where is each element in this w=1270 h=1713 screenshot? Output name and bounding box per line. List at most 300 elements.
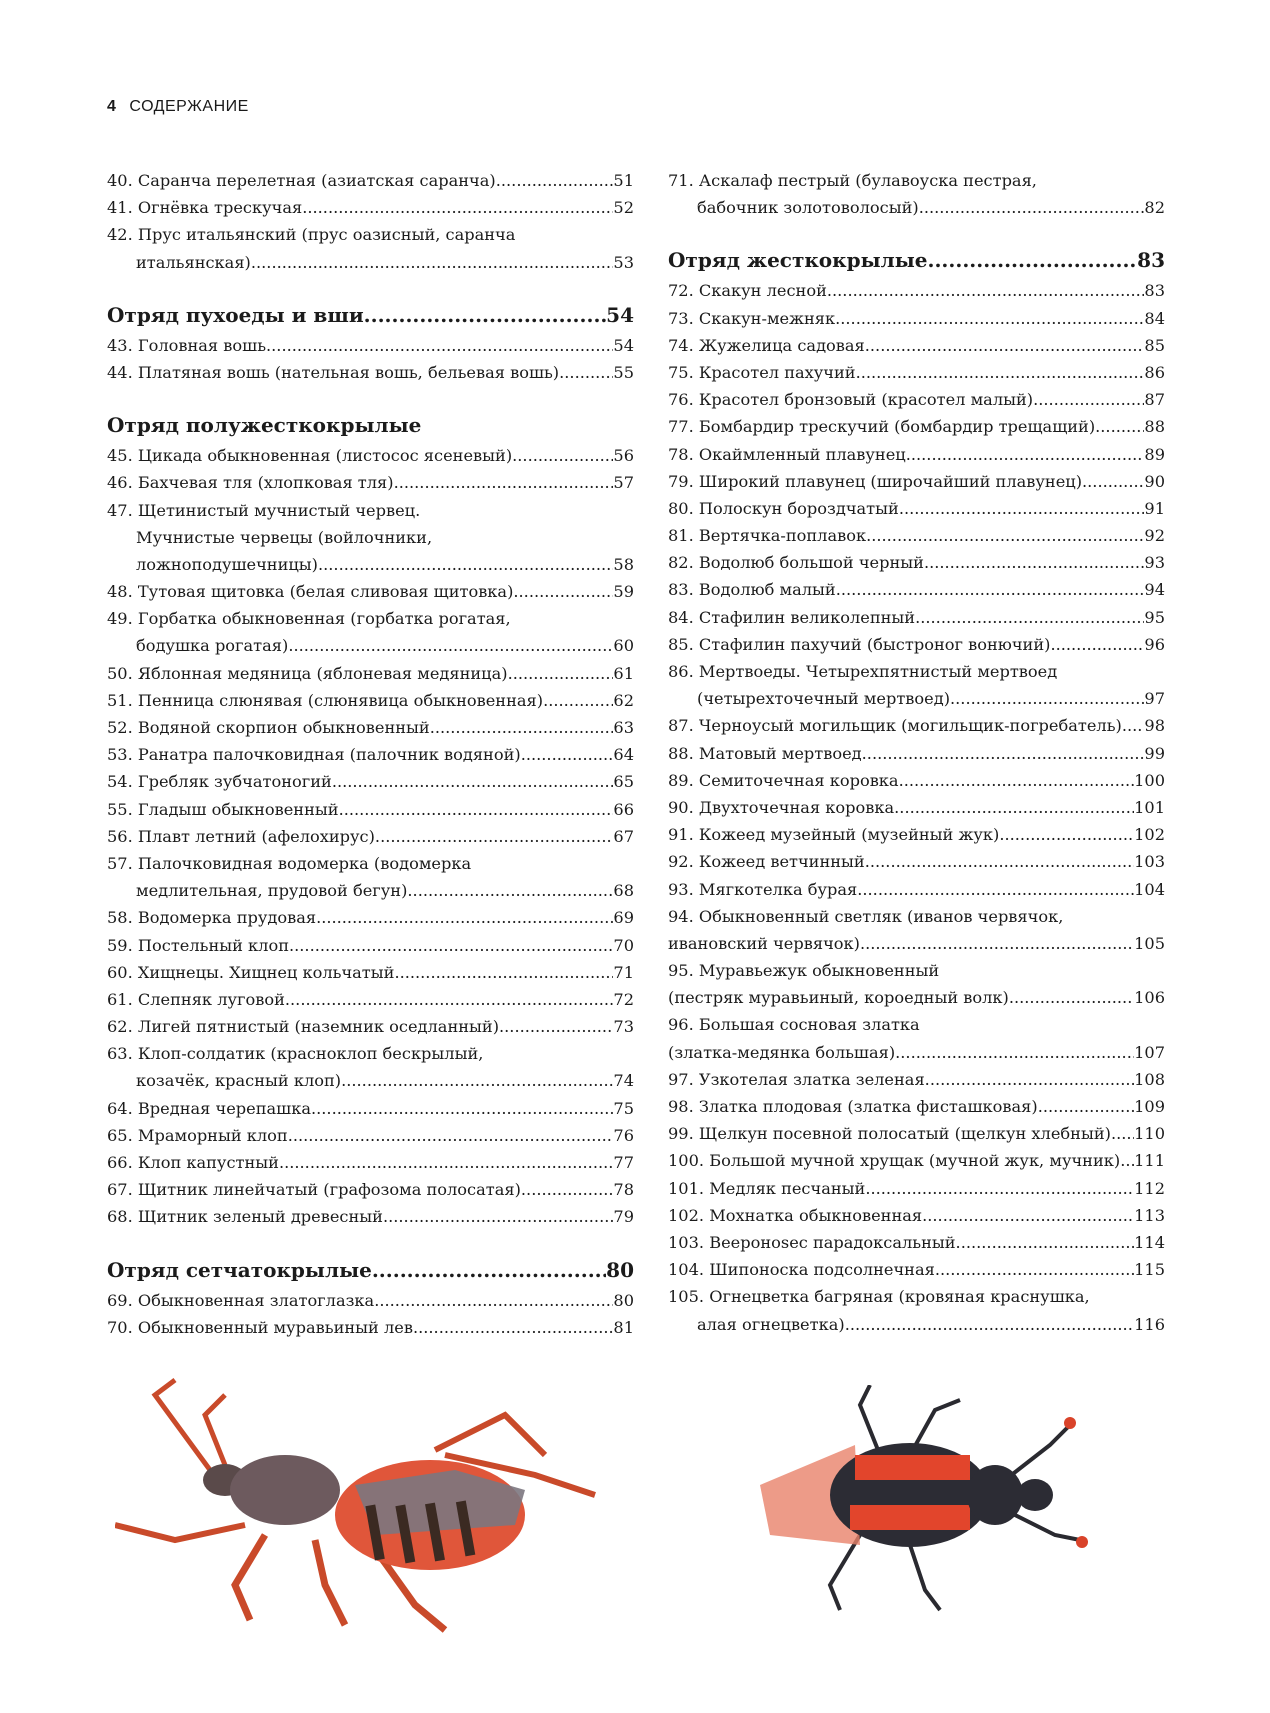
page-ref: 100 [1134, 770, 1165, 790]
page-ref: 61 [613, 663, 634, 683]
toc-entry [107, 1122, 634, 1149]
page-title: СОДЕРЖАНИЕ [129, 98, 249, 115]
entry-title: бабочник золотоволосый) [697, 198, 919, 218]
page-ref: 80 [613, 1290, 634, 1310]
page-ref: 112 [1134, 1178, 1165, 1198]
dot-leader [394, 469, 614, 496]
dot-leader [383, 1203, 613, 1230]
toc-entry [668, 658, 1165, 685]
toc-entry [107, 442, 634, 469]
dot-leader [372, 1253, 606, 1287]
page-ref: 95 [1144, 607, 1165, 627]
toc-entry [107, 1013, 634, 1040]
toc-entry [107, 469, 634, 496]
toc-entry [107, 796, 634, 823]
page-ref: 73 [613, 1017, 634, 1037]
dot-leader [835, 305, 1144, 332]
page-ref: 93 [1144, 553, 1165, 573]
toc-entry [107, 660, 634, 687]
page-ref: 71 [613, 962, 634, 982]
toc-entry [668, 1147, 1165, 1174]
page-ref: 78 [613, 1180, 634, 1200]
page-ref: 55 [613, 362, 634, 382]
dot-leader [1082, 468, 1144, 495]
entry-title: 67. Щитник линейчатый (графозома полосатая) [107, 1180, 521, 1200]
dot-leader [862, 740, 1145, 767]
entry-title: 44. Платяная вошь (нательная вошь, бельевая вошь) [107, 362, 560, 382]
page-ref: 82 [1144, 198, 1165, 218]
dot-leader [915, 604, 1144, 631]
page-ref: 63 [613, 718, 634, 737]
entry-title: 40. Саранча перелетная (азиатская саранча) [107, 171, 496, 190]
dot-leader [279, 1149, 613, 1176]
toc-entry [668, 1256, 1165, 1283]
toc-entry [107, 932, 634, 959]
entry-title: 49. Горбатка обыкновенная (горбатка рогатая, [107, 609, 511, 629]
toc-entry [107, 986, 634, 1013]
dot-leader [499, 1013, 613, 1040]
dot-leader [906, 441, 1145, 468]
entry-title: 63. Клоп-солдатик (красноклоп бескрылый, [107, 1044, 484, 1064]
dot-leader [1120, 1147, 1134, 1174]
toc-entry [107, 1040, 634, 1067]
dot-leader [899, 767, 1135, 794]
entry-title: (пестряк муравьиный, короедный волк) [668, 988, 1009, 1008]
dot-leader [374, 1287, 613, 1314]
page-ref: 81 [613, 1317, 634, 1337]
dot-leader [895, 1039, 1134, 1066]
toc-entry [107, 194, 634, 221]
page-ref: 110 [1134, 1124, 1165, 1144]
entry-title: 105. Огнецветка багряная (кровяная краснушка, [668, 1287, 1090, 1307]
dot-leader [266, 332, 613, 359]
toc-entry [668, 1202, 1165, 1229]
page-ref: 74 [613, 1071, 634, 1091]
toc-entry [107, 823, 634, 850]
toc-entry [668, 767, 1165, 794]
toc-entry [107, 959, 634, 986]
dot-leader [865, 848, 1134, 875]
dot-leader [894, 794, 1134, 821]
dot-leader [935, 1256, 1134, 1283]
entry-title: 66. Клоп капустный [107, 1153, 279, 1172]
page-ref: 106 [1134, 988, 1165, 1008]
section-gap [107, 1231, 634, 1253]
toc-entry [668, 930, 1165, 957]
page-ref: 66 [613, 799, 634, 819]
dot-leader [251, 249, 614, 276]
page-ref: 103 [1134, 852, 1165, 872]
entry-title: 87. Черноусый могильщик (могильщик-погребатель) [668, 716, 1122, 736]
page-ref: 87 [1144, 390, 1165, 410]
entry-title: 59. Постельный клоп [107, 935, 289, 955]
toc-entry [668, 957, 1165, 984]
toc-entry [107, 768, 634, 795]
toc-entry [107, 632, 634, 659]
entry-title: ивановский червячок) [668, 933, 860, 953]
page-ref: 51 [613, 171, 634, 190]
entry-title: 97. Узкотелая златка зеленая [668, 1069, 925, 1089]
section-gap [668, 221, 1165, 243]
entry-title: 51. Пенница слюнявая (слюнявица обыкновенная) [107, 690, 544, 710]
page-ref: 94 [1144, 580, 1165, 600]
toc-entry [107, 551, 634, 578]
section-heading [107, 408, 634, 442]
page-ref: 69 [613, 908, 634, 928]
dot-leader [375, 823, 613, 850]
dot-leader [856, 359, 1145, 386]
dot-leader [860, 930, 1134, 957]
page-ref: 89 [1144, 444, 1165, 464]
entry-title: 95. Муравьежук обыкновенный [668, 961, 940, 981]
page-ref: 98 [1144, 716, 1165, 736]
dot-leader [1122, 712, 1145, 739]
page-ref: 72 [613, 989, 634, 1009]
entry-title: 73. Скакун-межняк [668, 308, 836, 328]
toc-entry [107, 524, 634, 551]
dot-leader [394, 959, 613, 986]
entry-title: 80. Полоскун бороздчатый [668, 498, 899, 518]
entry-title: 90. Двухточечная коровка [668, 797, 895, 817]
dot-leader [311, 1095, 613, 1122]
dot-leader [339, 796, 614, 823]
page-ref: 88 [1144, 417, 1165, 437]
toc-entry [107, 904, 634, 931]
entry-title: (четырехточечный мертвоед) [697, 689, 951, 709]
entry-title: 91. Кожеед музейный (музейный жук) [668, 825, 1000, 845]
page-ref: 84 [1144, 308, 1165, 328]
entry-title: (златка-медянка большая) [668, 1042, 896, 1062]
page-ref: 99 [1144, 743, 1165, 763]
page-ref: 54 [606, 302, 634, 327]
dot-leader [1038, 1093, 1134, 1120]
entry-title: 60. Хищнецы. Хищнец кольчатый [107, 962, 395, 982]
entry-title: 99. Щелкун посевной полосатый (щелкун хлебный) [668, 1124, 1111, 1144]
page-ref: 91 [1144, 498, 1165, 518]
dot-leader [364, 298, 606, 332]
toc-entry [668, 386, 1165, 413]
page-ref: 115 [1134, 1260, 1165, 1280]
assassin-bug-illustration [115, 1375, 625, 1635]
dot-leader [1009, 984, 1134, 1011]
entry-title: алая огнецветка) [697, 1314, 845, 1334]
section-heading [107, 1253, 634, 1287]
entry-title: 85. Стафилин пахучий (быстроног вонючий) [668, 634, 1051, 654]
page-ref: 53 [613, 252, 634, 272]
toc-entry [107, 359, 634, 386]
toc-entry [107, 167, 634, 194]
toc-entry [668, 685, 1165, 712]
toc-entry [668, 1283, 1165, 1310]
page-ref: 64 [613, 745, 634, 765]
toc-entry [668, 1011, 1165, 1038]
entry-title: 57. Палочковидная водомерка (водомерка [107, 853, 472, 873]
dot-leader [521, 741, 614, 768]
toc-entry [668, 712, 1165, 739]
toc-entry [107, 332, 634, 359]
entry-title: бодушка рогатая) [136, 636, 289, 656]
toc-entry [668, 194, 1165, 221]
entry-title: 46. Бахчевая тля (хлопковая тля) [107, 473, 394, 493]
entry-title: 69. Обыкновенная златоглазка [107, 1290, 375, 1310]
dot-leader [302, 194, 613, 221]
burying-beetle-illustration [760, 1385, 1090, 1615]
toc-entry [668, 167, 1165, 194]
toc-entry [668, 413, 1165, 440]
dot-leader [1095, 413, 1144, 440]
entry-title: 58. Водомерка прудовая [107, 908, 317, 928]
toc-entry [107, 1149, 634, 1176]
dot-leader [508, 660, 614, 687]
entry-title: 79. Широкий плавунец (широчайший плавунец) [668, 471, 1083, 491]
toc-entry [668, 604, 1165, 631]
entry-title: 75. Красотел пахучий [668, 362, 856, 382]
dot-leader [288, 632, 613, 659]
section-title: Отряд пухоеды и вши [107, 302, 364, 327]
section-title: Отряд жесткокрылые [668, 248, 928, 273]
toc-entry [107, 877, 634, 904]
dot-leader [521, 1176, 613, 1203]
toc-entry [107, 1287, 634, 1314]
toc-entry [668, 1039, 1165, 1066]
section-heading [107, 298, 634, 332]
dot-leader [513, 578, 613, 605]
dot-leader [1050, 631, 1144, 658]
dot-leader [289, 932, 613, 959]
toc-entry [107, 1067, 634, 1094]
page-ref: 80 [606, 1257, 634, 1282]
entry-title: 71. Аскалаф пестрый (булавоуска пестрая, [668, 171, 1037, 190]
page-ref: 83 [1137, 248, 1165, 273]
toc-entry [668, 277, 1165, 304]
dot-leader [288, 1122, 614, 1149]
dot-leader [924, 549, 1144, 576]
entry-title: 94. Обыкновенный светляк (иванов червячок, [668, 906, 1064, 926]
page-ref: 96 [1144, 634, 1165, 654]
dot-leader [407, 877, 613, 904]
page-ref: 90 [1144, 471, 1165, 491]
section-gap [107, 276, 634, 298]
dot-leader [1111, 1120, 1134, 1147]
entry-title: 89. Семиточечная коровка [668, 770, 899, 790]
entry-title: 45. Цикада обыкновенная (листосос ясеневый) [107, 446, 513, 466]
dot-leader [857, 876, 1134, 903]
dot-leader [543, 687, 613, 714]
page-ref: 76 [613, 1125, 634, 1145]
page-ref: 62 [613, 690, 634, 710]
page-header [107, 98, 249, 116]
dot-leader [866, 522, 1144, 549]
section-title: Отряд полужесткокрылые [107, 413, 422, 438]
dot-leader [925, 1066, 1134, 1093]
toc-entry [668, 794, 1165, 821]
page-ref: 105 [1134, 933, 1165, 953]
entry-title: 92. Кожеед ветчинный [668, 852, 865, 872]
dot-leader [928, 243, 1138, 277]
toc-entry [107, 497, 634, 524]
toc-right-column [668, 167, 1165, 1338]
entry-title: 56. Плавт летний (афелохирус) [107, 826, 375, 846]
dot-leader [1033, 386, 1144, 413]
toc-entry [107, 741, 634, 768]
dot-leader [430, 714, 614, 741]
dot-leader [512, 442, 613, 469]
toc-entry [668, 359, 1165, 386]
section-heading [668, 243, 1165, 277]
entry-title: 53. Ранатра палочковидная (палочник водяной) [107, 745, 521, 765]
entry-title: 43. Головная вошь [107, 335, 267, 355]
page-ref: 56 [613, 446, 634, 466]
toc-entry [668, 1120, 1165, 1147]
page-ref: 59 [613, 582, 634, 602]
toc-entry [668, 549, 1165, 576]
entry-title: 65. Мраморный клоп [107, 1125, 288, 1145]
toc-entry [107, 221, 634, 248]
entry-title: 47. Щетинистый мучнистый червец. [107, 500, 421, 520]
dot-leader [845, 1311, 1134, 1338]
section-gap [107, 386, 634, 408]
toc-entry [668, 848, 1165, 875]
entry-title: 42. Прус итальянский (прус оазисный, саранча [107, 225, 516, 245]
entry-title: 98. Златка плодовая (златка фисташковая) [668, 1097, 1038, 1116]
toc-entry [668, 576, 1165, 603]
entry-title: 68. Щитник зеленый древесный [107, 1207, 383, 1227]
page-ref: 70 [613, 935, 634, 955]
toc-entry [668, 1175, 1165, 1202]
toc-entry [107, 1314, 634, 1341]
section-title: Отряд сетчатокрылые [107, 1257, 372, 1282]
entry-title: ложноподушечницы) [136, 554, 318, 574]
toc-entry [668, 468, 1165, 495]
page-ref: 58 [613, 554, 634, 574]
toc-entry [107, 850, 634, 877]
dot-leader [316, 904, 613, 931]
entry-title: 83. Водолюб малый [668, 580, 836, 600]
entry-title: 100. Большой мучной хрущак (мучной жук, мучник) [668, 1151, 1121, 1171]
entry-title: 104. Шипоноска подсолнечная [668, 1260, 935, 1280]
entry-title: 86. Мертвоеды. Четырехпятнистый мертвоед [668, 662, 1058, 681]
entry-title: 102. Мохнатка обыкновенная [668, 1205, 923, 1225]
entry-title: 77. Бомбардир трескучий (бомбардир трещащий) [668, 417, 1096, 437]
entry-title: 76. Красотел бронзовый (красотел малый) [668, 390, 1034, 410]
toc-entry [107, 578, 634, 605]
toc-entry [668, 903, 1165, 930]
entry-title: Мучнистые червецы (войлочники, [136, 527, 433, 547]
toc-entry [668, 821, 1165, 848]
page-ref: 65 [613, 772, 634, 792]
toc-entry [107, 249, 634, 276]
entry-title: козачёк, красный клоп) [136, 1071, 342, 1091]
dot-leader [341, 1067, 613, 1094]
entry-title: итальянская) [136, 252, 251, 272]
page-ref: 97 [1144, 689, 1165, 709]
entry-title: 81. Вертячка-поплавок [668, 526, 867, 546]
entry-title: 50. Яблонная медяница (яблоневая медяница) [107, 663, 508, 683]
dot-leader [865, 1175, 1134, 1202]
toc-entry [668, 1093, 1165, 1120]
toc-entry [107, 687, 634, 714]
page-number: 4 [107, 98, 117, 115]
page-ref: 57 [613, 473, 634, 493]
entry-title: 64. Вредная черепашка [107, 1098, 311, 1118]
toc-entry [668, 740, 1165, 767]
dot-leader [899, 495, 1145, 522]
toc-entry [668, 522, 1165, 549]
entry-title: 96. Большая сосновая златка [668, 1015, 920, 1035]
entry-title: 88. Матовый мертвоед [668, 743, 862, 763]
page-ref: 116 [1134, 1314, 1165, 1334]
page-ref: 67 [613, 826, 634, 846]
page-ref: 104 [1134, 879, 1165, 899]
page-ref: 114 [1134, 1232, 1165, 1252]
dot-leader [865, 332, 1145, 359]
dot-leader [999, 821, 1134, 848]
entry-title: медлительная, прудовой бегун) [136, 881, 408, 901]
entry-title: 70. Обыкновенный муравьиный лев [107, 1317, 413, 1337]
toc-entry [668, 441, 1165, 468]
toc-entry [668, 305, 1165, 332]
entry-title: 84. Стафилин великолепный [668, 607, 916, 627]
toc-entry [668, 631, 1165, 658]
entry-title: 54. Гребляк зубчатоногий [107, 772, 332, 792]
dot-leader [922, 1202, 1134, 1229]
entry-title: 41. Огнёвка трескучая [107, 198, 303, 218]
page-ref: 113 [1134, 1205, 1165, 1225]
page-ref: 75 [613, 1098, 634, 1118]
dot-leader [836, 576, 1145, 603]
dot-leader [950, 685, 1144, 712]
entry-title: 48. Тутовая щитовка (белая сливовая щитовка) [107, 582, 514, 602]
page-ref: 68 [613, 881, 634, 901]
dot-leader [332, 768, 614, 795]
toc-entry [668, 984, 1165, 1011]
dot-leader [318, 551, 613, 578]
dot-leader [496, 167, 614, 194]
page-ref: 109 [1134, 1097, 1165, 1116]
entry-title: 52. Водяной скорпион обыкновенный [107, 718, 430, 737]
toc-entry [107, 1176, 634, 1203]
toc-entry [107, 714, 634, 741]
toc-left-column [107, 167, 634, 1341]
dot-leader [956, 1229, 1135, 1256]
page-ref: 79 [613, 1207, 634, 1227]
page-ref: 83 [1144, 281, 1165, 301]
dot-leader [919, 194, 1145, 221]
toc-entry [107, 605, 634, 632]
entry-title: 55. Гладыш обыкновенный [107, 799, 339, 819]
toc-entry [668, 1229, 1165, 1256]
dot-leader [413, 1314, 613, 1341]
page-ref: 86 [1144, 362, 1165, 382]
entry-title: 101. Медляк песчаный [668, 1178, 866, 1198]
page-ref: 111 [1134, 1151, 1165, 1171]
entry-title: 78. Окаймленный плавунец [668, 444, 906, 464]
entry-title: 72. Скакун лесной [668, 281, 827, 301]
page-ref: 85 [1144, 335, 1165, 355]
page-ref: 77 [613, 1153, 634, 1172]
page-ref: 107 [1134, 1042, 1165, 1062]
entry-title: 93. Мягкотелка бурая [668, 879, 858, 899]
page-ref: 92 [1144, 526, 1165, 546]
entry-title: 103. Вееронosec парадоксальный [668, 1232, 956, 1252]
entry-title: 74. Жужелица садовая [668, 335, 865, 355]
page-ref: 54 [613, 335, 634, 355]
toc-entry [107, 1095, 634, 1122]
page-ref: 108 [1134, 1069, 1165, 1089]
toc-entry [107, 1203, 634, 1230]
toc-entry [668, 1311, 1165, 1338]
page-ref: 60 [613, 636, 634, 656]
